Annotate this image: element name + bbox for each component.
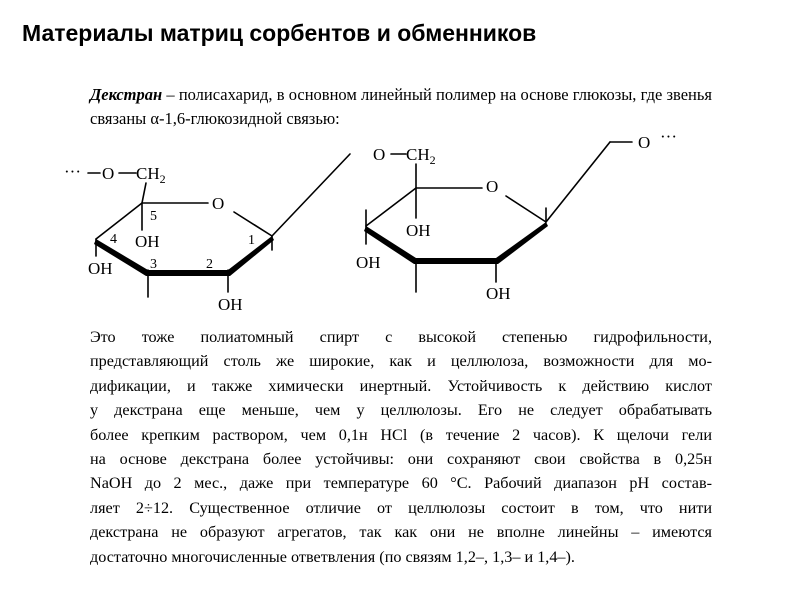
ring1-c2-oh: OH bbox=[218, 295, 243, 314]
description-paragraph bbox=[90, 325, 712, 569]
paragraph-line: ляет 2÷12. Существенное отличие от целлюлозы состоит в том, что нити bbox=[90, 498, 712, 517]
dextran-structure-diagram bbox=[60, 132, 720, 322]
paragraph-line: достаточно многочисленные ответвления (по связям 1,2–, 1,3– и 1,4–). bbox=[90, 547, 575, 566]
ring2-ring-o-label: O bbox=[486, 177, 499, 196]
ring1-c5-number: 5 bbox=[150, 209, 157, 224]
intro-paragraph bbox=[90, 83, 712, 131]
ring1-c1-number: 1 bbox=[248, 233, 255, 248]
ring2-o6-label: O bbox=[373, 145, 386, 164]
ring2-front-edge bbox=[364, 222, 548, 264]
slide-title: Материалы матриц сорбентов и обменников bbox=[22, 20, 537, 46]
ring1-ring-o-label: O bbox=[212, 194, 225, 213]
ring1-ch2-label: $CH_2$ bbox=[136, 164, 166, 186]
dextran-term: Декстран bbox=[90, 85, 163, 104]
chain-end-left: ··· bbox=[64, 162, 81, 181]
ring1-c2-number: 2 bbox=[206, 257, 213, 272]
paragraph-line: у декстрана еще меньше, чем у целлюлозы. Его не следует обрабатывать bbox=[90, 401, 712, 420]
next-unit-o-label: O bbox=[638, 133, 651, 152]
ring2-o-c1 bbox=[506, 196, 546, 222]
ring1-front-edge bbox=[94, 236, 274, 276]
paragraph-line: Это тоже полиатомный спирт с высокой степенью гидрофильности, bbox=[90, 328, 712, 346]
paragraph-line: на основе декстрана более устойчивы: они сохраняют свои свойства в 0,25н bbox=[90, 450, 712, 469]
ring1-c4-bottom-oh: OH bbox=[88, 259, 113, 278]
ring1-c4-oh: OH bbox=[135, 232, 160, 251]
ring1-o6-label: O bbox=[102, 164, 115, 183]
ring2-c4-bottom-oh: OH bbox=[356, 253, 381, 272]
ring1-c3-number: 3 bbox=[150, 257, 157, 272]
paragraph-line: более крепким раствором, чем 0,1н HCl (в течение 2 часов). К щелочи гели bbox=[90, 425, 712, 444]
ring2-c2-oh: OH bbox=[486, 284, 511, 303]
paragraph-line: декстрана не образуют агрегатов, так как они не вполне линейны – имеются bbox=[90, 523, 712, 542]
ring1-c4-number: 4 bbox=[110, 232, 117, 247]
bond-c6-c5-left bbox=[142, 183, 146, 203]
ring2-c4-oh: OH bbox=[406, 221, 431, 240]
ring2-ch2-label: $CH_2$ bbox=[406, 145, 436, 167]
glycosidic-bond-1 bbox=[272, 154, 350, 236]
paragraph-line: дификации, и также химически инертный. Устойчивость к действию кислот bbox=[90, 376, 712, 395]
paragraph-line: NaOH до 2 мес., даже при температуре 60 °С. Рабочий диапазон рН состав- bbox=[90, 474, 712, 493]
intro-text: – полисахарид, в основном линейный полимер на основе глюкозы, где звенья связаны α-1,6-глюкозидной связью: bbox=[90, 85, 712, 128]
glycosidic-bond-2 bbox=[546, 142, 610, 222]
paragraph-line: представляющий столь же широкие, как и целлюлоза, возможности для мо- bbox=[90, 352, 712, 371]
chain-end-right: ··· bbox=[660, 132, 677, 146]
